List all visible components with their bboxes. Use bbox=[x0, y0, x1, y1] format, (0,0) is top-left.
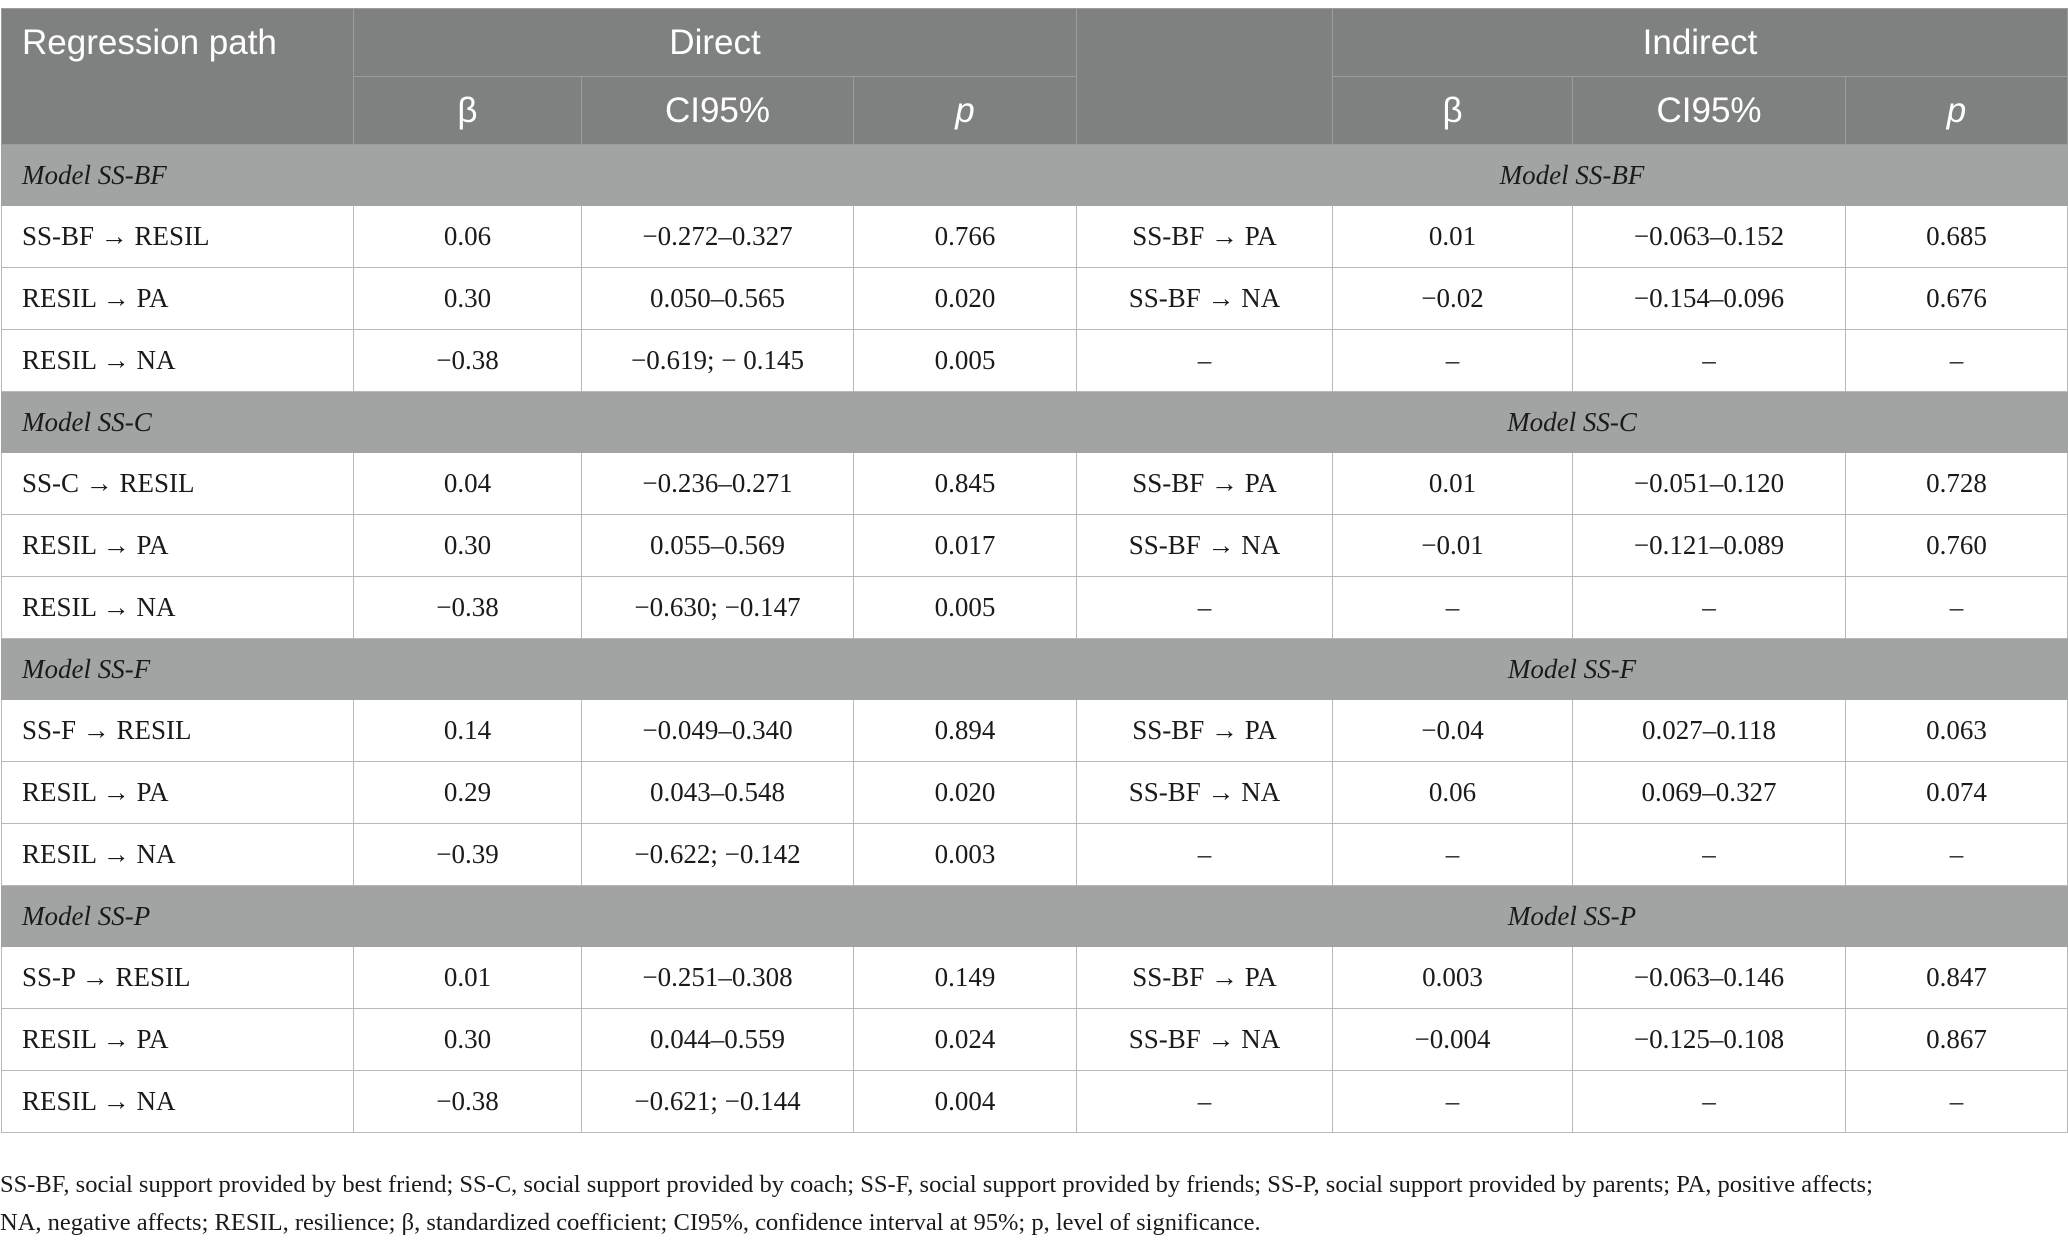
indirect-ci-cell: – bbox=[1573, 577, 1846, 639]
indirect-beta-cell: – bbox=[1333, 1071, 1573, 1133]
model-label-direct: Model SS-P bbox=[2, 886, 354, 947]
indirect-p-cell: 0.760 bbox=[1846, 515, 2068, 577]
table-row bbox=[2, 700, 2068, 762]
direct-p-cell: 0.845 bbox=[854, 453, 1077, 515]
direct-beta-cell: −0.38 bbox=[354, 1071, 582, 1133]
footnote-line-1: SS-BF, social support provided by best friend; SS-C, social support provided by coach; SS-F, social support provided by friends; SS-P, social support provided by parents; PA, positive affects; bbox=[0, 1171, 1873, 1198]
direct-ci-cell: −0.251–0.308 bbox=[582, 947, 854, 1009]
indirect-beta-cell: 0.01 bbox=[1333, 206, 1573, 268]
indirect-path-cell: – bbox=[1077, 577, 1333, 639]
indirect-beta-cell: −0.01 bbox=[1333, 515, 1573, 577]
results-table-container bbox=[0, 8, 2068, 1133]
regression-path-cell: SS-C → RESIL bbox=[2, 453, 354, 515]
indirect-path-cell: SS-BF → PA bbox=[1077, 206, 1333, 268]
header-direct-ci: CI95% bbox=[582, 77, 854, 145]
header-indirect-path-blank bbox=[1077, 9, 1333, 145]
indirect-p-cell: 0.728 bbox=[1846, 453, 2068, 515]
direct-beta-cell: 0.30 bbox=[354, 515, 582, 577]
table-header bbox=[2, 9, 2068, 145]
indirect-p-cell: – bbox=[1846, 330, 2068, 392]
header-row-1 bbox=[2, 9, 2068, 77]
table-row bbox=[2, 947, 2068, 1009]
indirect-ci-cell: −0.063–0.146 bbox=[1573, 947, 1846, 1009]
model-spacer bbox=[354, 639, 1077, 700]
indirect-beta-cell: – bbox=[1333, 330, 1573, 392]
direct-beta-cell: 0.01 bbox=[354, 947, 582, 1009]
model-spacer bbox=[354, 886, 1077, 947]
regression-path-cell: RESIL → NA bbox=[2, 330, 354, 392]
model-label-indirect: Model SS-P bbox=[1077, 886, 2068, 947]
table-body bbox=[2, 145, 2068, 1133]
header-direct-beta: β bbox=[354, 77, 582, 145]
indirect-p-cell: – bbox=[1846, 577, 2068, 639]
regression-path-cell: RESIL → NA bbox=[2, 577, 354, 639]
direct-beta-cell: 0.06 bbox=[354, 206, 582, 268]
regression-path-cell: RESIL → PA bbox=[2, 762, 354, 824]
footnote-line-2: NA, negative affects; RESIL, resilience; β, standardized coefficient; CI95%, confidence interval at 95%; p, level of significance. bbox=[0, 1209, 1261, 1236]
direct-p-cell: 0.005 bbox=[854, 330, 1077, 392]
table-row bbox=[2, 268, 2068, 330]
direct-ci-cell: −0.621; −0.144 bbox=[582, 1071, 854, 1133]
model-header-row bbox=[2, 392, 2068, 453]
regression-path-cell: RESIL → PA bbox=[2, 515, 354, 577]
table-row bbox=[2, 824, 2068, 886]
header-regression-path: Regression path bbox=[2, 9, 354, 145]
model-label-indirect: Model SS-C bbox=[1077, 392, 2068, 453]
regression-path-cell: RESIL → PA bbox=[2, 1009, 354, 1071]
indirect-beta-cell: 0.01 bbox=[1333, 453, 1573, 515]
model-spacer bbox=[354, 392, 1077, 453]
model-spacer bbox=[354, 145, 1077, 206]
table-row bbox=[2, 330, 2068, 392]
indirect-p-cell: – bbox=[1846, 1071, 2068, 1133]
indirect-beta-cell: 0.003 bbox=[1333, 947, 1573, 1009]
table-footnote bbox=[0, 1166, 2050, 1242]
direct-p-cell: 0.894 bbox=[854, 700, 1077, 762]
header-indirect-ci: CI95% bbox=[1573, 77, 1846, 145]
indirect-beta-cell: 0.06 bbox=[1333, 762, 1573, 824]
header-indirect: Indirect bbox=[1333, 9, 2068, 77]
regression-table bbox=[1, 8, 2068, 1133]
indirect-p-cell: 0.676 bbox=[1846, 268, 2068, 330]
indirect-path-cell: – bbox=[1077, 1071, 1333, 1133]
indirect-ci-cell: −0.154–0.096 bbox=[1573, 268, 1846, 330]
direct-ci-cell: 0.050–0.565 bbox=[582, 268, 854, 330]
indirect-path-cell: SS-BF → NA bbox=[1077, 268, 1333, 330]
direct-p-cell: 0.003 bbox=[854, 824, 1077, 886]
direct-p-cell: 0.005 bbox=[854, 577, 1077, 639]
indirect-p-cell: – bbox=[1846, 824, 2068, 886]
direct-ci-cell: 0.055–0.569 bbox=[582, 515, 854, 577]
indirect-ci-cell: −0.121–0.089 bbox=[1573, 515, 1846, 577]
regression-path-cell: SS-P → RESIL bbox=[2, 947, 354, 1009]
direct-beta-cell: 0.14 bbox=[354, 700, 582, 762]
indirect-path-cell: SS-BF → PA bbox=[1077, 947, 1333, 1009]
direct-beta-cell: 0.04 bbox=[354, 453, 582, 515]
model-header-row bbox=[2, 639, 2068, 700]
indirect-ci-cell: 0.069–0.327 bbox=[1573, 762, 1846, 824]
indirect-path-cell: SS-BF → NA bbox=[1077, 762, 1333, 824]
indirect-ci-cell: – bbox=[1573, 1071, 1846, 1133]
indirect-p-cell: 0.685 bbox=[1846, 206, 2068, 268]
indirect-p-cell: 0.063 bbox=[1846, 700, 2068, 762]
direct-beta-cell: −0.38 bbox=[354, 577, 582, 639]
indirect-p-cell: 0.847 bbox=[1846, 947, 2068, 1009]
direct-beta-cell: 0.30 bbox=[354, 1009, 582, 1071]
direct-ci-cell: −0.272–0.327 bbox=[582, 206, 854, 268]
direct-beta-cell: −0.39 bbox=[354, 824, 582, 886]
direct-beta-cell: 0.29 bbox=[354, 762, 582, 824]
direct-ci-cell: 0.043–0.548 bbox=[582, 762, 854, 824]
table-row bbox=[2, 515, 2068, 577]
model-label-indirect: Model SS-BF bbox=[1077, 145, 2068, 206]
header-direct-p: p bbox=[854, 77, 1077, 145]
indirect-ci-cell: −0.063–0.152 bbox=[1573, 206, 1846, 268]
header-direct: Direct bbox=[354, 9, 1077, 77]
table-row bbox=[2, 762, 2068, 824]
indirect-beta-cell: – bbox=[1333, 577, 1573, 639]
table-row bbox=[2, 453, 2068, 515]
model-header-row bbox=[2, 145, 2068, 206]
direct-p-cell: 0.024 bbox=[854, 1009, 1077, 1071]
indirect-path-cell: – bbox=[1077, 330, 1333, 392]
direct-beta-cell: 0.30 bbox=[354, 268, 582, 330]
model-header-row bbox=[2, 886, 2068, 947]
direct-ci-cell: −0.622; −0.142 bbox=[582, 824, 854, 886]
table-row bbox=[2, 1009, 2068, 1071]
indirect-p-cell: 0.074 bbox=[1846, 762, 2068, 824]
indirect-ci-cell: – bbox=[1573, 824, 1846, 886]
direct-p-cell: 0.766 bbox=[854, 206, 1077, 268]
direct-ci-cell: −0.619; − 0.145 bbox=[582, 330, 854, 392]
indirect-path-cell: SS-BF → NA bbox=[1077, 515, 1333, 577]
direct-ci-cell: −0.236–0.271 bbox=[582, 453, 854, 515]
indirect-beta-cell: −0.004 bbox=[1333, 1009, 1573, 1071]
direct-p-cell: 0.020 bbox=[854, 762, 1077, 824]
direct-p-cell: 0.004 bbox=[854, 1071, 1077, 1133]
regression-path-cell: RESIL → NA bbox=[2, 1071, 354, 1133]
regression-path-cell: SS-F → RESIL bbox=[2, 700, 354, 762]
indirect-beta-cell: – bbox=[1333, 824, 1573, 886]
indirect-beta-cell: −0.02 bbox=[1333, 268, 1573, 330]
table-row bbox=[2, 1071, 2068, 1133]
regression-path-cell: RESIL → PA bbox=[2, 268, 354, 330]
header-indirect-beta: β bbox=[1333, 77, 1573, 145]
direct-p-cell: 0.020 bbox=[854, 268, 1077, 330]
direct-ci-cell: −0.630; −0.147 bbox=[582, 577, 854, 639]
table-row bbox=[2, 206, 2068, 268]
indirect-ci-cell: 0.027–0.118 bbox=[1573, 700, 1846, 762]
indirect-path-cell: SS-BF → PA bbox=[1077, 453, 1333, 515]
indirect-ci-cell: −0.125–0.108 bbox=[1573, 1009, 1846, 1071]
model-label-indirect: Model SS-F bbox=[1077, 639, 2068, 700]
direct-p-cell: 0.149 bbox=[854, 947, 1077, 1009]
indirect-beta-cell: −0.04 bbox=[1333, 700, 1573, 762]
direct-ci-cell: −0.049–0.340 bbox=[582, 700, 854, 762]
indirect-p-cell: 0.867 bbox=[1846, 1009, 2068, 1071]
table-row bbox=[2, 577, 2068, 639]
direct-beta-cell: −0.38 bbox=[354, 330, 582, 392]
regression-path-cell: SS-BF → RESIL bbox=[2, 206, 354, 268]
indirect-path-cell: SS-BF → PA bbox=[1077, 700, 1333, 762]
model-label-direct: Model SS-F bbox=[2, 639, 354, 700]
direct-p-cell: 0.017 bbox=[854, 515, 1077, 577]
indirect-path-cell: SS-BF → NA bbox=[1077, 1009, 1333, 1071]
direct-ci-cell: 0.044–0.559 bbox=[582, 1009, 854, 1071]
model-label-direct: Model SS-C bbox=[2, 392, 354, 453]
model-label-direct: Model SS-BF bbox=[2, 145, 354, 206]
header-indirect-p: p bbox=[1846, 77, 2068, 145]
regression-path-cell: RESIL → NA bbox=[2, 824, 354, 886]
indirect-path-cell: – bbox=[1077, 824, 1333, 886]
indirect-ci-cell: −0.051–0.120 bbox=[1573, 453, 1846, 515]
indirect-ci-cell: – bbox=[1573, 330, 1846, 392]
